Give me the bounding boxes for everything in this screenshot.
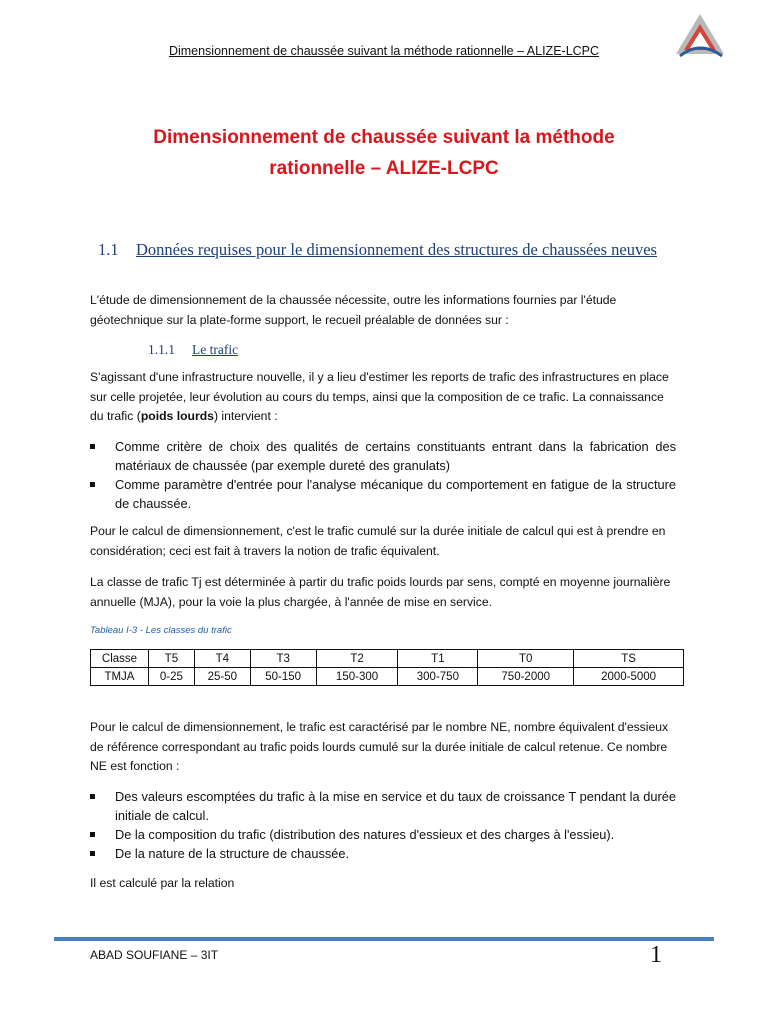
- section-title: Données requises pour le dimensionnement des structures de chaussées neuves: [136, 240, 657, 259]
- table-cell: T2: [316, 650, 398, 668]
- traffic-paragraph-4: Pour le calcul de dimensionnement, le trafic est caractérisé par le nombre NE, nombre équivalent d'essieux de référence correspondant au trafic poids lourds cumulé sur la durée initiale de calcul retenue. Ce nombre NE est fonction :: [90, 720, 669, 773]
- table-cell: T1: [398, 650, 478, 668]
- section-intro: L'étude de dimensionnement de la chaussée nécessite, outre les informations fournies par l'étude géotechnique sur la plate-forme support, le recueil préalable de données sur :: [90, 293, 617, 327]
- para1-text-b: ) intervient :: [213, 409, 278, 423]
- table-cell: T4: [194, 650, 250, 668]
- bullet-marker: [90, 482, 95, 487]
- table-cell: TMJA: [91, 668, 149, 686]
- subsection-heading: [148, 342, 238, 358]
- usage-bullet-list: [90, 437, 676, 513]
- title-line-2: rationnelle – ALIZE-LCPC: [269, 158, 499, 179]
- subsection-number: 1.1.1: [148, 342, 175, 357]
- para1-text-a: S'agissant d'une infrastructure nouvelle, il y a lieu d'estimer les reports de trafic des infrastructures en place sur celle projetée, leur évolution au cours du temps, ainsi que la composition de ce trafic. La connaissance du trafic (: [90, 370, 669, 423]
- school-logo-icon: [672, 10, 728, 66]
- page-number: 1: [650, 942, 662, 968]
- list-item: Des valeurs escomptées du trafic à la mise en service et du taux de croissance T pendant la durée initiale de calcul.: [90, 787, 676, 825]
- list-item: De la composition du trafic (distribution des natures d'essieux et des charges à l'essieu).: [90, 825, 676, 844]
- table-cell: 0-25: [148, 668, 194, 686]
- ne-factors-bullet-list: [90, 787, 676, 863]
- table-cell: 150-300: [316, 668, 398, 686]
- table-cell: T3: [250, 650, 316, 668]
- table-header-row: [91, 650, 684, 668]
- bullet-marker: [90, 832, 95, 837]
- list-item: Comme critère de choix des qualités de certains constituants entrant dans la fabrication des matériaux de chaussée (par exemple dureté des granulats): [90, 437, 676, 475]
- section-heading: [98, 239, 676, 260]
- table-cell: T0: [478, 650, 574, 668]
- running-header: Dimensionnement de chaussée suivant la méthode rationnelle – ALIZE-LCPC: [168, 44, 600, 58]
- document-title: [90, 122, 678, 184]
- table-row: [91, 668, 684, 686]
- table-cell: T5: [148, 650, 194, 668]
- footer-author: ABAD SOUFIANE – 3IT: [90, 948, 219, 962]
- bullet-marker: [90, 794, 95, 799]
- bullet-marker: [90, 851, 95, 856]
- traffic-paragraph-2: Pour le calcul de dimensionnement, c'est le trafic cumulé sur la durée initiale de calcul qui est à prendre en considération; ceci est fait à travers la notion de trafic équivalent.: [90, 524, 666, 558]
- traffic-paragraph-1: [90, 368, 680, 427]
- bullet-marker: [90, 444, 95, 449]
- table-cell: Classe: [91, 650, 149, 668]
- table-cell: 300-750: [398, 668, 478, 686]
- title-line-1: Dimensionnement de chaussée suivant la méthode: [153, 127, 615, 148]
- footer-divider: [54, 937, 714, 941]
- table-caption: Tableau I-3 - Les classes du trafic: [90, 625, 232, 636]
- list-item: De la nature de la structure de chaussée.: [90, 844, 676, 863]
- traffic-paragraph-5: Il est calculé par la relation: [90, 876, 235, 890]
- table-cell: 2000-5000: [574, 668, 684, 686]
- table-cell: 25-50: [194, 668, 250, 686]
- subsection-title: Le trafic: [192, 342, 239, 357]
- table-cell: 50-150: [250, 668, 316, 686]
- section-number: 1.1: [98, 240, 119, 259]
- table-cell: TS: [574, 650, 684, 668]
- traffic-paragraph-3: La classe de trafic Tj est déterminée à partir du trafic poids lourds par sens, compté en moyenne journalière annuelle (MJA), pour la voie la plus chargée, à l'année de mise en service.: [90, 575, 671, 609]
- list-item: Comme paramètre d'entrée pour l'analyse mécanique du comportement en fatigue de la structure de chaussée.: [90, 475, 676, 513]
- table-cell: 750-2000: [478, 668, 574, 686]
- traffic-class-table: [90, 649, 684, 686]
- para1-bold: poids lourds: [140, 409, 214, 423]
